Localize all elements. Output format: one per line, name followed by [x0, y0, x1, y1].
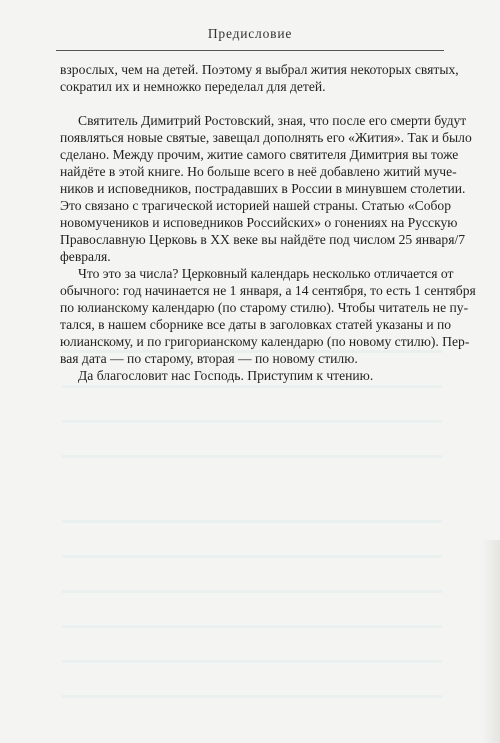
page-edge-shadow	[482, 540, 500, 743]
text-line: появляться новые святые, завещал дополнять его «Жития». Так и было	[60, 130, 472, 145]
text-line: Православную Церковь в XX веке вы найдёте под числом 25 января/7	[60, 232, 466, 247]
show-through	[62, 555, 442, 558]
show-through	[62, 420, 442, 423]
show-through	[62, 625, 442, 628]
text-line: обычного: год начинается не 1 января, а 14 сентября, то есть 1 сентября	[60, 283, 476, 298]
show-through	[62, 695, 442, 698]
text-line: февраля.	[60, 249, 111, 264]
text-line: ников и исповедников, пострадавших в России в минувшем столетии.	[60, 181, 466, 196]
text-line: новомучеников и исповедников Российских» о гонениях на Русскую	[60, 215, 458, 230]
text-line: вая дата — по старому, вторая — по новому стилю.	[60, 351, 358, 366]
header-rule	[56, 50, 444, 51]
text-line: Святитель Димитрий Ростовский, зная, что после его смерти будут	[78, 113, 467, 128]
text-line: по юлианскому календарю (по старому стилю). Чтобы читатель не пу-	[60, 300, 469, 315]
paragraph-1	[60, 61, 459, 95]
text-line: сократил их и немножко переделал для детей.	[60, 79, 326, 94]
show-through	[62, 520, 442, 523]
show-through	[62, 350, 442, 353]
paragraph-2	[60, 112, 472, 265]
text-line: юлианскому, и по григорианскому календарю (по новому стилю). Пер-	[60, 334, 470, 349]
show-through	[62, 385, 442, 388]
text-line: взрослых, чем на детей. Поэтому я выбрал жития некоторых святых,	[60, 62, 459, 77]
text-line: Что это за числа? Церковный календарь несколько отличается от	[78, 266, 454, 281]
text-line: тался, в нашем сборнике все даты в заголовках статей указаны и по	[60, 317, 452, 332]
show-through	[62, 590, 442, 593]
text-line: Да благословит нас Господь. Приступим к чтению.	[78, 368, 374, 383]
text-line: найдёте в этой книге. Но больше всего в неё добавлено житий муче-	[60, 164, 457, 179]
text-line: сделано. Между прочим, житие самого святителя Димитрия вы тоже	[60, 147, 459, 162]
show-through	[62, 455, 442, 458]
running-header: Предисловие	[207, 26, 293, 41]
show-through	[62, 660, 442, 663]
text-line: Это связано с трагической историей нашей страны. Статью «Собор	[60, 198, 452, 213]
body-text	[60, 61, 476, 384]
paragraph-4	[60, 367, 446, 384]
